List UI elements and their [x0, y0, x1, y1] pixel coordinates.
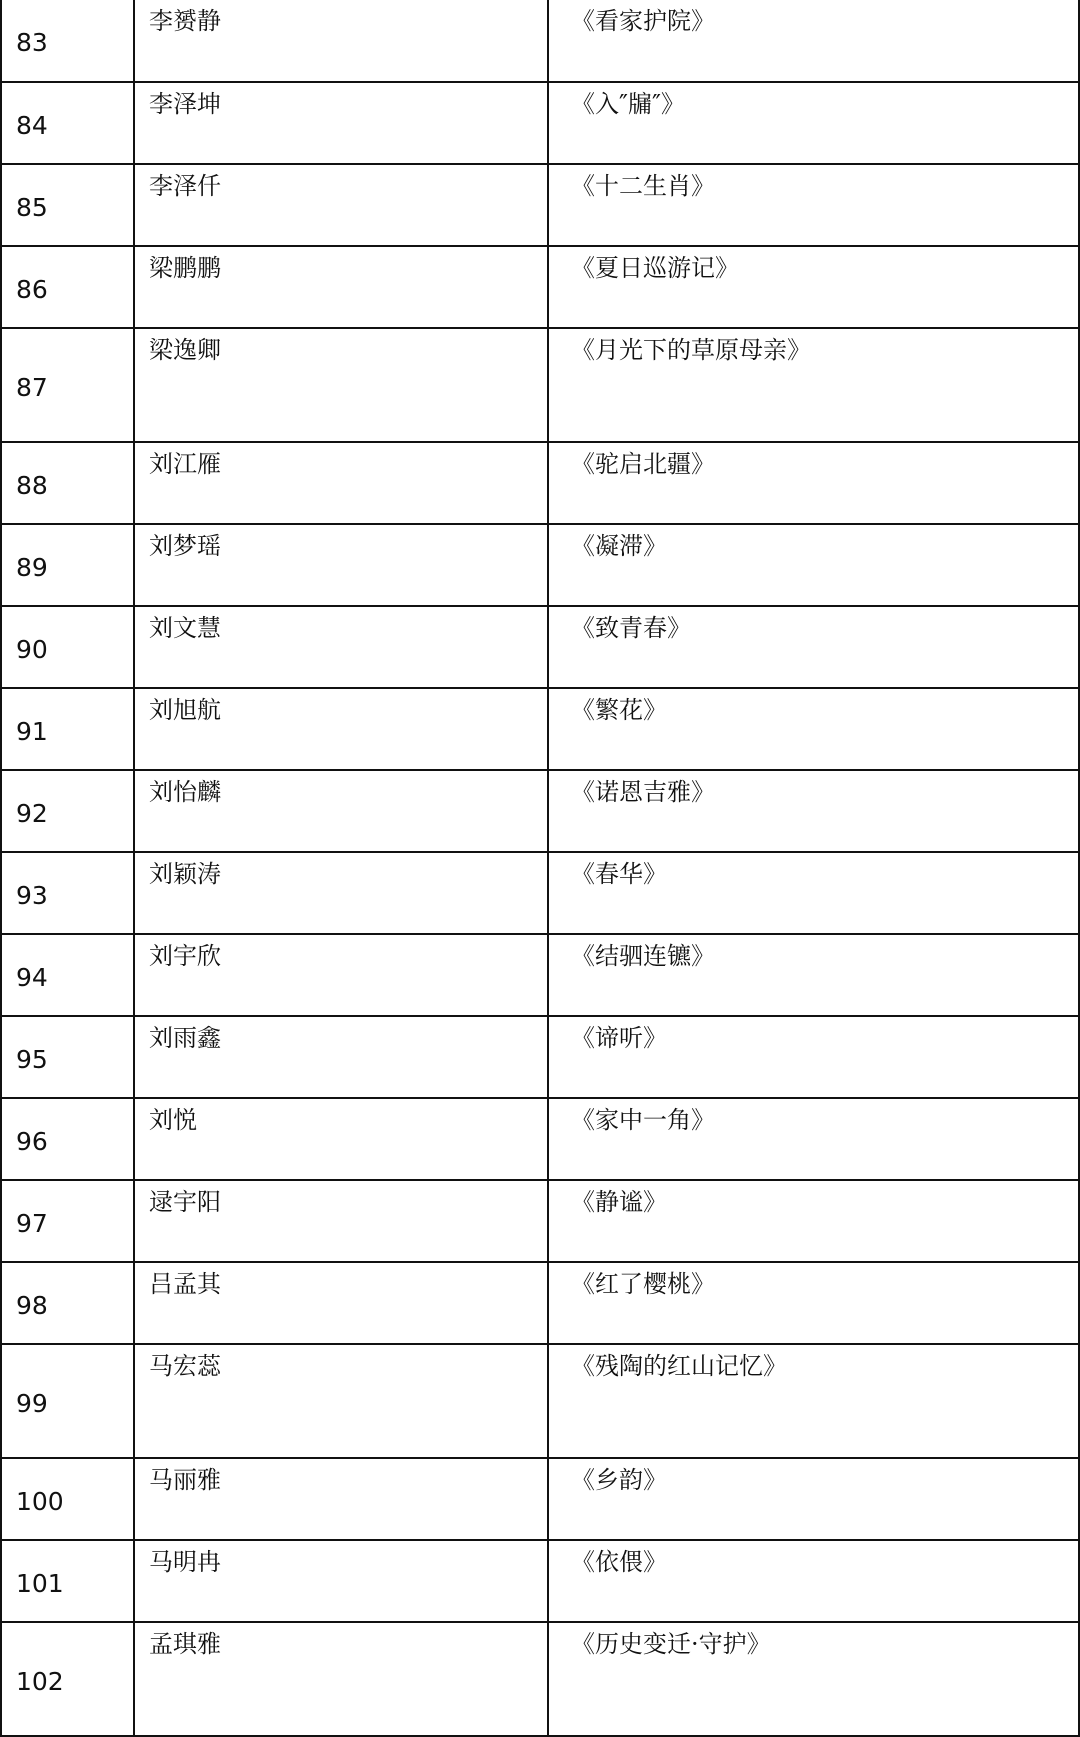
- table-row: [1, 606, 1079, 688]
- row-number: 84: [1, 82, 134, 164]
- work-title: 《残陶的红山记忆》: [548, 1344, 1079, 1458]
- author-name: 马宏蕊: [134, 1344, 548, 1458]
- table-row: [1, 1540, 1079, 1622]
- table-row: [1, 82, 1079, 164]
- row-number: 102: [1, 1622, 134, 1736]
- table-row: [1, 442, 1079, 524]
- row-number: 91: [1, 688, 134, 770]
- author-name: 李赟静: [134, 0, 548, 82]
- row-number: 92: [1, 770, 134, 852]
- author-name: 刘怡麟: [134, 770, 548, 852]
- work-title: 《繁花》: [548, 688, 1079, 770]
- table-row: [1, 164, 1079, 246]
- work-title: 《看家护院》: [548, 0, 1079, 82]
- work-title: 《静谧》: [548, 1180, 1079, 1262]
- row-number: 85: [1, 164, 134, 246]
- table-row: [1, 246, 1079, 328]
- table-row: [1, 852, 1079, 934]
- table-row: [1, 524, 1079, 606]
- work-title: 《致青春》: [548, 606, 1079, 688]
- author-name: 刘江雁: [134, 442, 548, 524]
- work-title: 《入″牖″》: [548, 82, 1079, 164]
- author-name: 吕孟其: [134, 1262, 548, 1344]
- work-title: 《驼启北疆》: [548, 442, 1079, 524]
- row-number: 95: [1, 1016, 134, 1098]
- author-name: 刘梦瑶: [134, 524, 548, 606]
- table-row: [1, 328, 1079, 442]
- table-row: [1, 1622, 1079, 1736]
- author-name: 马丽雅: [134, 1458, 548, 1540]
- work-title: 《夏日巡游记》: [548, 246, 1079, 328]
- author-name: 梁逸卿: [134, 328, 548, 442]
- row-number: 99: [1, 1344, 134, 1458]
- row-number: 100: [1, 1458, 134, 1540]
- row-number: 101: [1, 1540, 134, 1622]
- work-title: 《凝滞》: [548, 524, 1079, 606]
- work-title: 《诺恩吉雅》: [548, 770, 1079, 852]
- table-row: [1, 1098, 1079, 1180]
- table-row: [1, 1016, 1079, 1098]
- author-name: 刘旭航: [134, 688, 548, 770]
- work-title: 《红了樱桃》: [548, 1262, 1079, 1344]
- table-row: [1, 0, 1079, 82]
- work-title: 《历史变迁·守护》: [548, 1622, 1079, 1736]
- author-name: 刘宇欣: [134, 934, 548, 1016]
- row-number: 89: [1, 524, 134, 606]
- row-number: 97: [1, 1180, 134, 1262]
- work-title: 《春华》: [548, 852, 1079, 934]
- work-title: 《家中一角》: [548, 1098, 1079, 1180]
- table-row: [1, 688, 1079, 770]
- row-number: 96: [1, 1098, 134, 1180]
- author-name: 李泽仟: [134, 164, 548, 246]
- work-title: 《结驷连镳》: [548, 934, 1079, 1016]
- table-row: [1, 934, 1079, 1016]
- author-name: 马明冉: [134, 1540, 548, 1622]
- author-name: 孟琪雅: [134, 1622, 548, 1736]
- table-row: [1, 1458, 1079, 1540]
- table-row: [1, 1180, 1079, 1262]
- author-name: 李泽坤: [134, 82, 548, 164]
- author-name: 刘文慧: [134, 606, 548, 688]
- author-name: 刘悦: [134, 1098, 548, 1180]
- author-name: 刘颖涛: [134, 852, 548, 934]
- author-name: 逯宇阳: [134, 1180, 548, 1262]
- author-name: 梁鹏鹏: [134, 246, 548, 328]
- row-number: 88: [1, 442, 134, 524]
- table-row: [1, 1262, 1079, 1344]
- row-number: 86: [1, 246, 134, 328]
- row-number: 93: [1, 852, 134, 934]
- work-title: 《依偎》: [548, 1540, 1079, 1622]
- row-number: 90: [1, 606, 134, 688]
- work-title: 《乡韵》: [548, 1458, 1079, 1540]
- table-row: [1, 1344, 1079, 1458]
- table-row: [1, 770, 1079, 852]
- row-number: 83: [1, 0, 134, 82]
- row-number: 98: [1, 1262, 134, 1344]
- work-title: 《月光下的草原母亲》: [548, 328, 1079, 442]
- row-number: 94: [1, 934, 134, 1016]
- work-title: 《谛听》: [548, 1016, 1079, 1098]
- author-name: 刘雨鑫: [134, 1016, 548, 1098]
- row-number: 87: [1, 328, 134, 442]
- work-title: 《十二生肖》: [548, 164, 1079, 246]
